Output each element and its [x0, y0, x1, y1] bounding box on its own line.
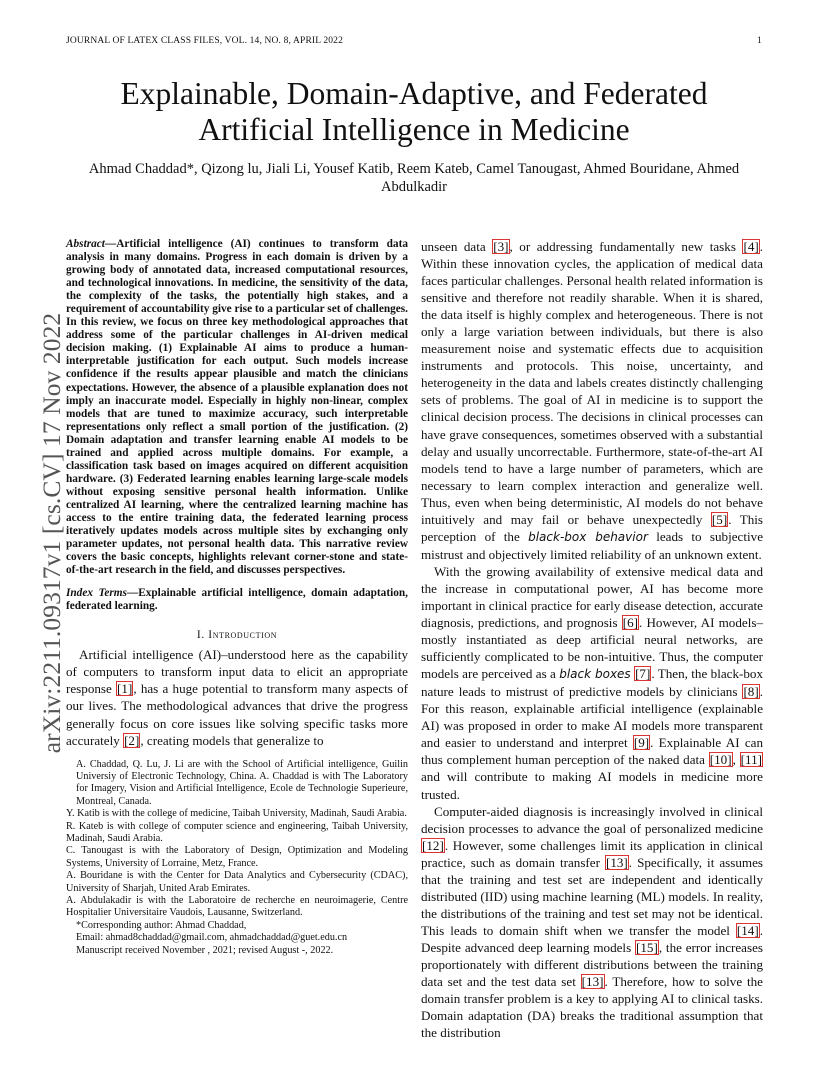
citation-link[interactable]: [10] [709, 752, 732, 768]
body-text: leads to subjective mistrust and objectively limited reliability of an unknown extent. [421, 528, 764, 562]
citation-link[interactable]: [7] [635, 666, 651, 682]
body-paragraph [421, 563, 763, 803]
citation-link[interactable]: [6] [622, 615, 638, 631]
footnote: A. Chaddad, Q. Lu, J. Li are with the School of Artificial intelligence, Guilin Universiy of Electronic Technology, China. A. Chaddad is with The Laboratory for Imagery, Vision and Artificial Intelligence, Ecole de Technologie Superieure, Montreal, Canada. [76, 758, 408, 807]
footnote: R. Kateb is with college of computer science and engineering, Taibah University, Madinah, Saudi Arabia. [66, 820, 408, 845]
body-text: Computer-aided diagnosis is increasingly involved in clinical decision processes to advance the goal of personalized medicine [421, 803, 763, 836]
body-text: , [732, 752, 740, 768]
intro-text: Artificial intelligence (AI)–understood here as the capability of computers to transform input data to elicit an appropriate response [66, 647, 408, 697]
intro-text: , creating models that generalize to [140, 732, 324, 748]
citation-link[interactable]: [8] [743, 684, 759, 700]
footnote: Email: ahmad8chaddad@gmail.com, ahmadchaddad@guet.edu.cn [76, 932, 348, 944]
body-text: , the error increases proportionately with different distributions between the training data set and the test data set [421, 939, 763, 990]
citation-link[interactable]: [15] [636, 939, 658, 955]
right-column [421, 238, 763, 1041]
citation-link[interactable]: [9] [633, 735, 650, 751]
index-terms [66, 587, 408, 613]
footnote: C. Tanougast is with the Laboratory of Design, Optimization and Modeling Systems, University of Lorraine, Metz, France. [66, 845, 408, 869]
footnote: *Corresponding author: Ahmad Chaddad, [76, 919, 247, 931]
citation-link[interactable]: [12] [422, 837, 444, 853]
intro-paragraph [66, 646, 408, 748]
section-heading: I. Introduction [196, 629, 278, 642]
body-paragraph [421, 803, 763, 1042]
intro-text: , has a huge potential to transform many aspects of our lives. The methodological advances that drive the progress generally focus on core issues like solving specific tasks more accurately [66, 681, 409, 748]
body-text: . Explainable AI can thus complement human perception of the naked data [421, 735, 763, 768]
citation-link[interactable]: [14] [736, 922, 759, 938]
index-terms-text: —Explainable artificial intelligence, domain adaptation, federated learning. [66, 587, 408, 613]
body-text: . Within these innovation cycles, the application of medical data faces particular challenges. Personal health related information is sensitive and therefore not readily sharable. When it is shared, the data itself is highly complex and heterogeneous. There is not only a large variation between individuals, but there is also measurement noise and systematic effects due to acquisition instruments and protocols. This noise, uncertainty, and heterogeneity in the data and labels creates distinctly challenging sets of problems. The goal of AI in medicine is to support the clinical decision process. The decisions in clinical processes can have grave consequences, sometimes observed with a substantial delay and usually uncorrectable. Furthermore, state-of-the-art AI models tend to have a large number of parameters, which are necessary to learn complex interaction and generalize well. Thus, even when being deterministic, AI models do not behave intuitively and may fail or behave unexpectedly [421, 239, 764, 527]
body-text: . However, AI models–mostly instantiated as deep artificial neural networks, are sufficiently complicated to be non-intuitive. Thus, the computer models are perceived as a [421, 615, 763, 682]
citation-link[interactable]: [11] [740, 752, 763, 768]
running-head: JOURNAL OF LATEX CLASS FILES, VOL. 14, NO. 8, APRIL 2022 [66, 36, 343, 46]
abstract-text: —Artificial intelligence (AI) continues to transform data analysis in many domains. Progress in each domain is driven by a growing body of annotated data, increased computational resources, and technological innovations. In medicine, the sensitivity of the data, the complexity of the tasks, the potentially high stakes, and a requirement of accountability give rise to a particular set of challenges. In this review, we focus on three key methodological approaches that address some of the particular challenges in AI-driven medical decision making. (1) Explainable AI aims to produce a human-interpretable justification for each output. Such models increase confidence if the results appear plausible and match the clinicians expectations. However, the absence of a plausible explanation does not imply an inaccurate model. Especially in highly non-linear, complex models that are tuned to maximize accuracy, such interpretable representations only reflect a small portion of the justification. (2) Domain adaptation and transfer learning enable AI models to be trained and applied across multiple domains. For example, a classification task based on images acquired on different acquisition hardware. (3) Federated learning enables learning large-scale models without exposing sensitive personal health information. Unlike centralized AI learning, where the centralized learning machine has access to the entire training data, the federated learning process iteratively updates models across multiple sites by exchanging only parameter updates, not personal health data. This narrative review covers the basic concepts, highlights relevant corner-stone and state-of-the-art research in the field, and discusses perspectives. [66, 238, 408, 577]
body-text: . Specifically, it assumes that the training and test set are independent and identically distributed (IID) using machine learning (ML) models. In reality, the distributions of the training and test set may not be identical. This leads to domain shift when we transfer the model [421, 854, 763, 938]
citation-link[interactable]: [5] [711, 511, 728, 527]
citation-link[interactable]: [1] [117, 681, 133, 697]
index-terms-label: Index Terms [66, 587, 127, 600]
footnote: Manuscript received November , 2021; revised August -, 2022. [76, 944, 334, 956]
citation-link[interactable]: [3] [493, 239, 509, 254]
citation-link[interactable]: [4] [743, 239, 759, 254]
body-text: . Therefore, how to solve the domain transfer problem is a key to applying AI to clinical tasks. Domain adaptation (DA) breaks the traditional assumption that the distribution [421, 974, 763, 1041]
citation-link[interactable]: [2] [124, 732, 140, 748]
body-text: and will contribute to making AI models in medicine more trusted. [421, 769, 763, 802]
body-text: , or addressing fundamentally new tasks [509, 239, 743, 254]
body-text: . Despite advanced deep learning models [421, 922, 763, 955]
body-text: . This perception of the [421, 511, 763, 544]
paper-title: Explainable, Domain-Adaptive, and Federated Artificial Intelligence in Medicine [120, 76, 708, 147]
citation-link[interactable]: [13] [605, 854, 628, 870]
arxiv-stamp[interactable]: arXiv:2211.09317v1 [cs.CV] 17 Nov 2022 [37, 312, 66, 754]
footnote: A. Abdulakadir is with the Laboratoire de recherche en neuroimagerie, Centre Hospitalier Universitaire Vaudois, Lausanne, Switzerland. [66, 895, 408, 919]
body-text: unseen data [421, 239, 493, 254]
abstract [66, 238, 408, 577]
author-list: Ahmad Chaddad*, Qizong lu, Jiali Li, Yousef Katib, Reem Kateb, Camel Tanougast, Ahmed Bouridane, Ahmed Abdulkadir [88, 161, 740, 195]
affiliation-footnotes [66, 759, 408, 958]
body-text: With the growing availability of extensive medical data and the increase in computational power, AI has become more important in clinical practice for early disease detection, accurate diagnosis, predictions, and prognosis [421, 563, 763, 631]
footnote: A. Bouridane is with the Center for Data Analytics and Cybersecurity (CDAC), University of Sharjah, United Arab Emirates. [66, 870, 408, 894]
page-number: 1 [757, 36, 762, 46]
body-text: . However, some challenges limit its application in clinical practice, such as domain transfer [421, 837, 763, 870]
body-text: . Then, the black-box nature leads to mistrust of predictive models by clinicians [421, 666, 763, 700]
emphasis-text: black boxes [559, 667, 631, 682]
abstract-label: Abstract [66, 238, 105, 250]
body-paragraph [421, 238, 763, 563]
citation-link[interactable]: [13] [581, 974, 604, 990]
left-column [66, 238, 408, 957]
emphasis-text: black-box behavior [528, 529, 648, 544]
footnote: Y. Katib is with the college of medicine, Taibah University, Madinah, Saudi Arabia. [66, 808, 407, 820]
body-text: . For this reason, explainable artificial intelligence (explainable AI) was proposed in order to make AI models more transparent and easier to understand and interpret [421, 684, 763, 751]
